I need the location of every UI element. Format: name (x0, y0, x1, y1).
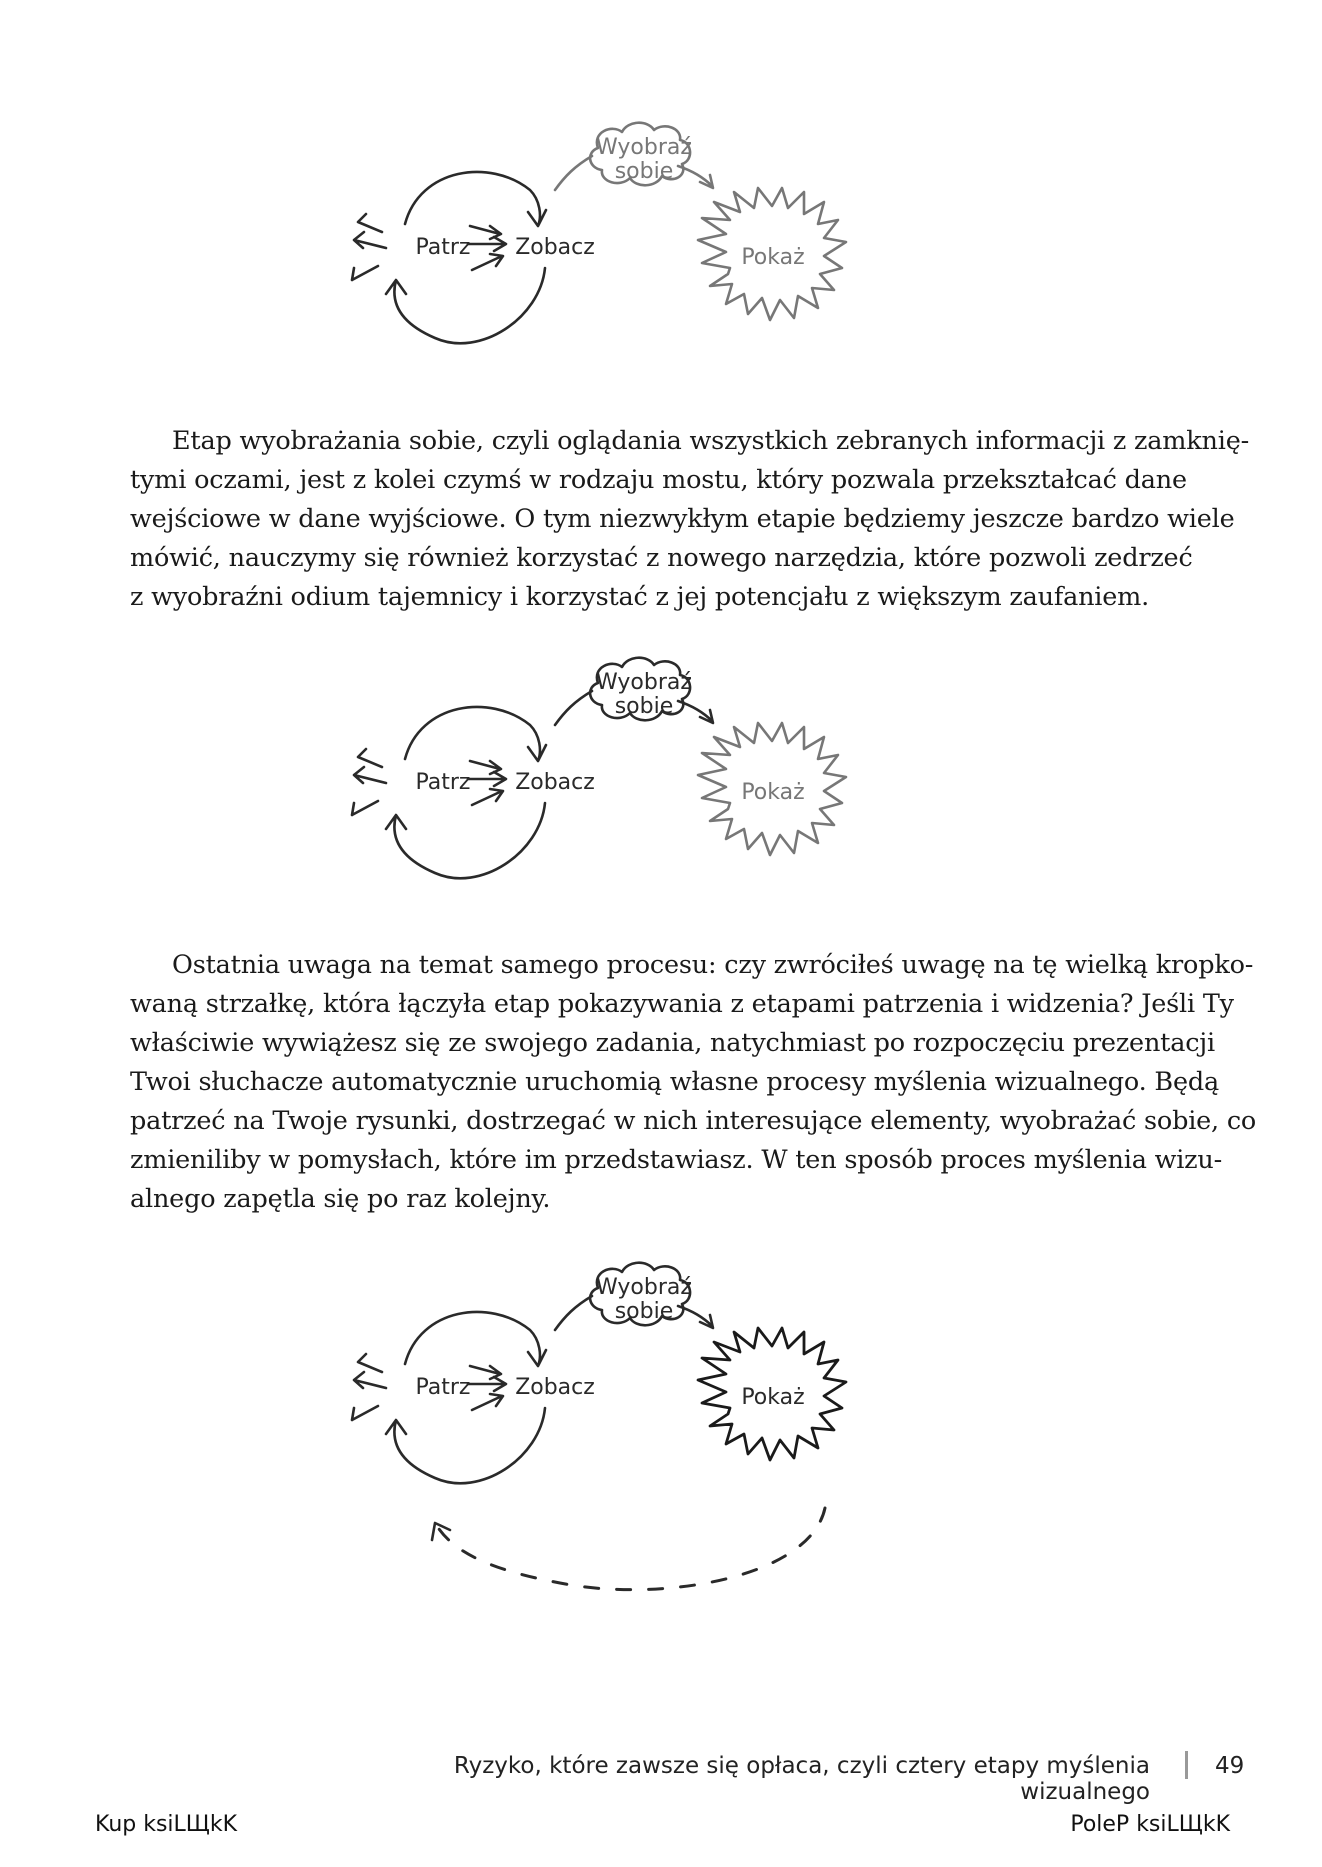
paragraph-1-line-3: wejściowe w dane wyjściowe. O tym niezwykłym etapie będziemy jeszcze bardzo wiele (130, 504, 1235, 534)
wyobraz-label-line2: sobie (614, 159, 674, 184)
diagram-svg (330, 1258, 990, 1618)
paragraph-2-line-6: zmieniliby w pomysłach, które im przedstawiasz. W ten sposób proces myślenia wizu- (130, 1145, 1223, 1175)
diagram-svg (330, 118, 990, 358)
diagram-wyobraz-highlight (330, 653, 990, 893)
patrz-label: Patrz (415, 235, 471, 260)
wyobraz-label-line1: Wyobraź (596, 135, 692, 160)
diagram-svg (330, 653, 990, 893)
diagram-pokaz-highlight (330, 118, 990, 358)
paragraph-1-line-1: Etap wyobrażania sobie, czyli oglądania wszystkich zebranych informacji z zamknię- (172, 426, 1249, 456)
diagram-full-loop (330, 1258, 990, 1618)
running-title: Ryzyko, które zawsze się opłaca, czyli cztery etapy myślenia wizualnego (453, 1753, 1150, 1805)
wyobraz-label-line1: Wyobraź (596, 670, 692, 695)
pokaz-label: Pokaż (741, 1385, 805, 1410)
zobacz-label: Zobacz (515, 1375, 595, 1400)
paragraph-2-line-7: alnego zapętla się po raz kolejny. (130, 1184, 551, 1214)
paragraph-1-line-4: mówić, nauczymy się również korzystać z nowego narzędzia, które pozwoli zedrzeć (130, 543, 1193, 573)
buy-book-link[interactable]: Kup ksiLЩkK (95, 1812, 238, 1837)
wyobraz-label-line1: Wyobraź (596, 1275, 692, 1300)
paragraph-2-line-4: Twoi słuchacze automatycznie uruchomią własne procesy myślenia wizualnego. Będą (130, 1067, 1219, 1097)
paragraph-2-line-1: Ostatnia uwaga na temat samego procesu: czy zwróciłeś uwagę na tę wielką kropko- (172, 950, 1254, 980)
paragraph-1-line-5: z wyobraźni odium tajemnicy i korzystać z jej potencjału z większym zaufaniem. (130, 582, 1150, 612)
wyobraz-label-line2: sobie (614, 694, 674, 719)
recommend-book-link[interactable]: PoleP ksiLЩkK (1070, 1812, 1230, 1837)
paragraph-1 (130, 422, 1249, 617)
paragraph-1-line-2: tymi oczami, jest z kolei czymś w rodzaju mostu, który pozwala przekształcać dane (130, 465, 1187, 495)
wyobraz-label-line2: sobie (614, 1299, 674, 1324)
page-number: 49 (1215, 1753, 1245, 1779)
paragraph-2 (130, 946, 1257, 1219)
footer-divider (1185, 1751, 1188, 1779)
zobacz-label: Zobacz (515, 770, 595, 795)
paragraph-2-line-3: właściwie wywiążesz się ze swojego zadania, natychmiast po rozpoczęciu prezentacji (130, 1028, 1215, 1058)
patrz-label: Patrz (415, 1375, 471, 1400)
zobacz-label: Zobacz (515, 235, 595, 260)
paragraph-2-line-2: waną strzałkę, która łączyła etap pokazywania z etapami patrzenia i widzenia? Jeśli Ty (130, 989, 1234, 1019)
paragraph-2-line-5: patrzeć na Twoje rysunki, dostrzegać w nich interesujące elementy, wyobrażać sobie, co (130, 1106, 1257, 1136)
pokaz-label: Pokaż (741, 780, 805, 805)
patrz-label: Patrz (415, 770, 471, 795)
pokaz-label: Pokaż (741, 245, 805, 270)
